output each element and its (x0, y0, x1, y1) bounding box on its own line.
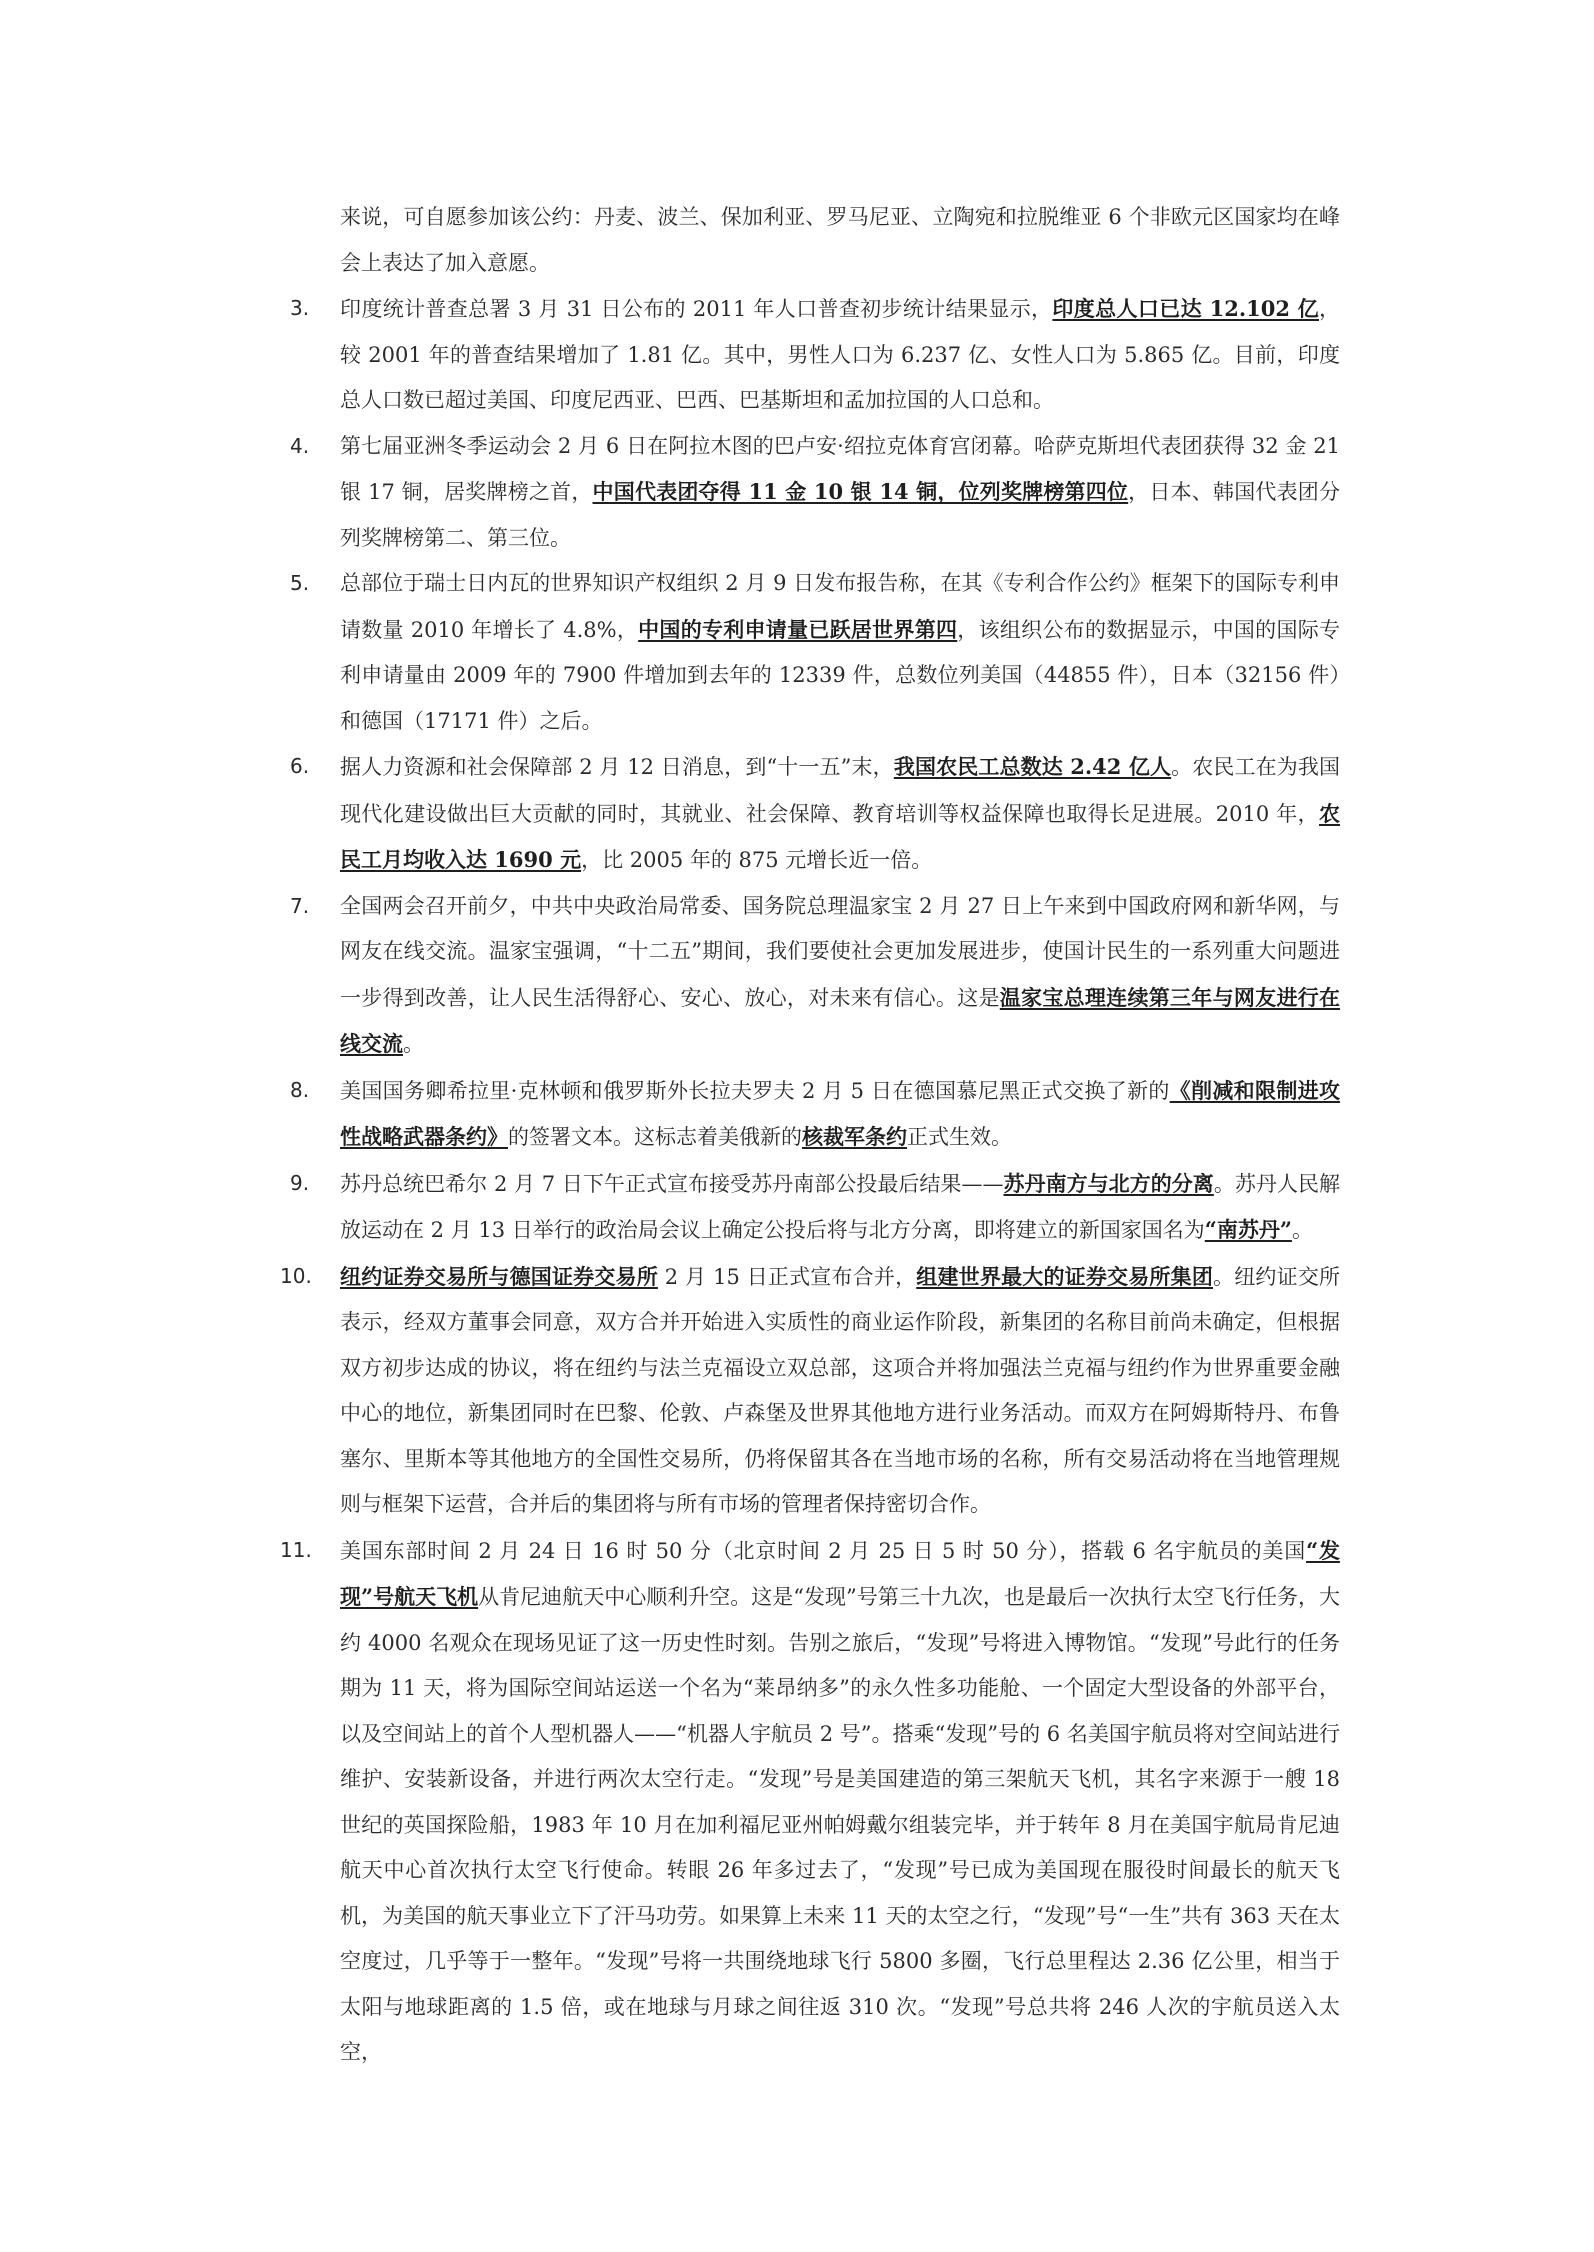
body-text: 全国两会召开前夕，中共中央政治局常委、国务院总理温家宝 2 月 27 日上午来到中国政府网和新华网，与网友在线交流。温家宝强调，“十二五”期间，我们要使社会更加发展进步，使国计民生的一系列重大问题进一步得到改善，让人民生活得舒心、安心、放心，对未来有信心。这是 (340, 893, 1340, 1010)
highlighted-text: “南苏丹” (1204, 1217, 1292, 1242)
highlighted-text: 我国农民工总数达 2.42 亿人 (893, 754, 1172, 779)
news-item (290, 286, 1340, 424)
body-text: ，较 2001 年的普查结果增加了 1.81 亿。其中，男性人口为 6.237 亿、女性人口为 5.865 亿。目前，印度总人口数已超过美国、印度尼西亚、巴西、巴基斯坦和孟加拉国的人口总和。 (340, 297, 1340, 412)
news-item (280, 1254, 1341, 1528)
highlighted-text: 《削减和限制进攻性战略武器条约》 (340, 1077, 1340, 1149)
item-number: 11. (280, 1537, 312, 1562)
body-text: 总部位于瑞士日内瓦的世界知识产权组织 2 月 9 日发布报告称，在其《专利合作公约》框架下的国际专利申请数量 2010 年增长了 4.8%， (340, 571, 1340, 642)
news-item (290, 1068, 1340, 1161)
body-text: 。苏丹人民解放运动在 2 月 13 日举行的政治局会议上确定公投后将与北方分离，即将建立的新国家国名为 (340, 1171, 1341, 1242)
news-item-list (280, 195, 1341, 2076)
news-item (290, 561, 1340, 744)
item-number: 9. (290, 1170, 310, 1195)
highlighted-text: 温家宝总理连续第三年与网友进行在线交流 (340, 984, 1341, 1056)
body-text: 。 (403, 1032, 424, 1056)
item-number: 4. (290, 433, 310, 458)
news-item (290, 744, 1340, 884)
body-text: 苏丹总统巴希尔 2 月 7 日下午正式宣布接受苏丹南部公投最后结果—— (340, 1171, 1004, 1196)
body-text: 印度统计普查总署 3 月 31 日公布的 2011 年人口普查初步统计结果显示， (340, 297, 1053, 321)
body-text: 来说，可自愿参加该公约：丹麦、波兰、保加利亚、罗马尼亚、立陶宛和拉脱维亚 6 个非欧元区国家均在峰会上表达了加入意愿。 (340, 205, 1340, 275)
highlighted-text: 中国的专利申请量已跃居世界第四 (638, 616, 958, 642)
item-number: 5. (290, 571, 310, 595)
highlighted-text: 苏丹南方与北方的分离 (1003, 1170, 1214, 1196)
body-text: 美国国务卿希拉里·克林顿和俄罗斯外长拉夫罗夫 2 月 5 日在德国慕尼黑正式交换了新的 (340, 1078, 1170, 1103)
body-text: 。农民工在为我国现代化建设做出巨大贡献的同时，其就业、社会保障、教育培训等权益保障也取得长足进展。2010 年， (340, 755, 1340, 826)
body-text: ，比 2005 年的 875 元增长近一倍。 (581, 848, 933, 872)
body-text: 第七届亚洲冬季运动会 2 月 6 日在阿拉木图的巴卢安·绍拉克体育宫闭幕。哈萨克斯坦代表团获得 32 金 21 银 17 铜，居奖牌榜之首， (340, 433, 1340, 504)
body-text: 正式生效。 (907, 1125, 1012, 1149)
news-item (290, 1161, 1340, 1254)
highlighted-text: 核裁军条约 (802, 1124, 907, 1149)
body-text: ，日本、韩国代表团分列奖牌榜第二、第三位。 (340, 480, 1341, 550)
highlighted-text: 农民工月均收入达 1690 元 (340, 800, 1340, 872)
highlighted-text: 纽约证券交易所与德国证券交易所 (340, 1263, 658, 1289)
body-text: 从肯尼迪航天中心顺利升空。这是“发现”号第三十九次，也是最后一次执行太空飞行任务，大约 4000 名观众在现场见证了这一历史性时刻。告别之旅后，“发现”号将进入博物馆。“发现”号此行的任务期为 11 天，将为国际空间站运送一个名为“莱昂纳多”的永久性多功能舱、一个固定大型设备的外部平台，以及空间站上的首个人型机器人——“机器人宇航员 2 号”。搭乘“发现”号的 6 名美国宇航员将对空间站进行维护、安装新设备，并进行两次太空行走。“发现”号是美国建造的第三架航天飞机，其名字来源于一艘 18 世纪的英国探险船，1983 年 10 月在加利福尼亚州帕姆戴尔组装完毕，并于转年 8 月在美国宇航局肯尼迪航天中心首次执行太空飞行使命。转眼 26 年多过去了，“发现”号已成为美国现在服役时间最长的航天飞机，为美国的航天事业立下了汗马功劳。如果算上未来 11 天的太空之行，“发现”号“一生”共有 363 天在太空度过，几乎等于一整年。“发现”号将一共围绕地球飞行 5800 多圈，飞行总里程达 2.36 亿公里，相当于太阳与地球距离的 1.5 倍，或在地球与月球之间往返 310 次。“发现”号总共将 246 人次的宇航员送入太空， (340, 1585, 1340, 2064)
body-text: 。纽约证交所表示，经双方董事会同意，双方合并开始进入实质性的商业运作阶段，新集团的名称目前尚未确定，但根据双方初步达成的协议，将在纽约与法兰克福设立双总部，这项合并将加强法兰克福与纽约作为世界重要金融中心的地位，新集团同时在巴黎、伦敦、卢森堡及世界其他地方进行业务活动。而双方在阿姆斯特丹、布鲁塞尔、里斯本等其他地方的全国性交易所，仍将保留其各在当地市场的名称，所有交易活动将在当地管理规则与框架下运营，合并后的集团将与所有市场的管理者保持密切合作。 (340, 1264, 1341, 1516)
news-item (280, 1528, 1340, 2076)
item-number: 10. (280, 1263, 312, 1288)
news-item-continuation (290, 195, 1340, 286)
body-text: 美国东部时间 2 月 24 日 16 时 50 分（北京时间 2 月 25 日 5 时 50 分），搭载 6 名宇航员的美国 (340, 1538, 1307, 1563)
highlighted-text: 印度总人口已达 12.102 亿 (1052, 296, 1319, 321)
item-number: 6. (290, 754, 310, 778)
body-text: 的签署文本。这标志着美俄新的 (508, 1125, 802, 1149)
highlighted-text: 组建世界最大的证券交易所集团 (916, 1263, 1214, 1289)
news-item (290, 424, 1340, 562)
item-number: 7. (290, 893, 310, 918)
body-text: 2 月 15 日正式宣布合并， (657, 1264, 917, 1289)
body-text: 据人力资源和社会保障部 2 月 12 日消息，到“十一五”末， (340, 755, 894, 779)
body-text: 。 (1291, 1218, 1313, 1242)
highlighted-text: “发现”号航天飞机 (340, 1537, 1340, 1609)
body-text: ，该组织公布的数据显示，中国的国际专利申请量由 2009 年的 7900 件增加到去年的 12339 件，总数位列美国（44855 件），日本（32156 件）和德国（17171 件）之后。 (340, 617, 1340, 733)
item-number: 3. (290, 296, 310, 320)
news-item (290, 884, 1340, 1068)
highlighted-text: 中国代表团夺得 11 金 10 银 14 铜，位列奖牌榜第四位 (592, 479, 1129, 504)
item-number: 8. (290, 1077, 310, 1102)
